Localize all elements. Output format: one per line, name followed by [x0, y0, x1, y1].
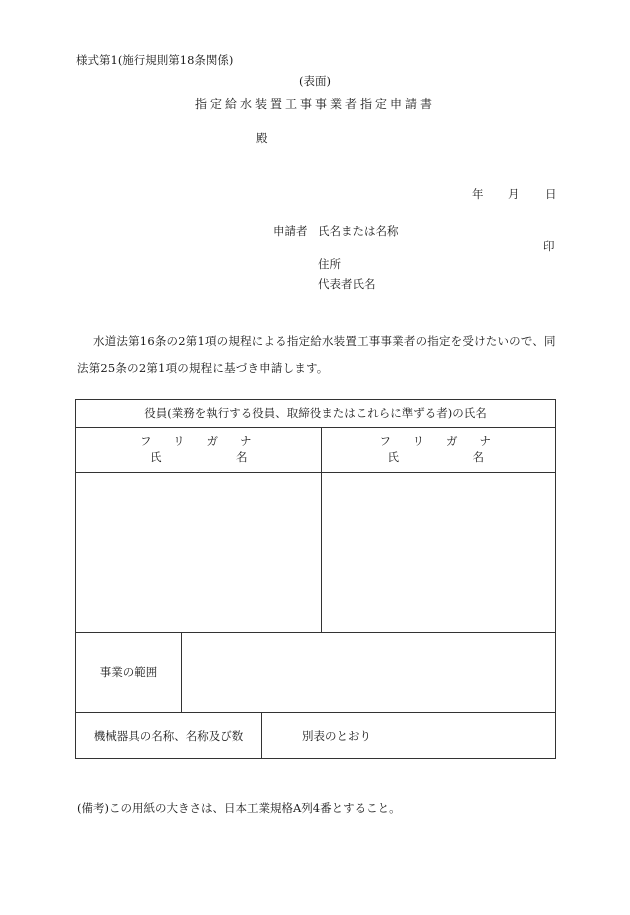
applicant-label: 申請者 [273, 224, 308, 238]
side-label: (表面) [299, 74, 331, 88]
left-officer-name-field[interactable] [76, 472, 321, 632]
business-scope-label: 事業の範囲 [99, 665, 158, 679]
right-name-first: 氏 [387, 450, 399, 464]
right-name-last: 名 [472, 450, 484, 464]
left-furigana-label: フリガナ [140, 434, 274, 448]
applicant-name-label: 氏名または名称 [318, 224, 399, 238]
application-statement: 水道法第16条の2第1項の規程による指定給水装置工事事業者の指定を受けたいので、同法第25条の2第1項の規程に基づき申請します。 [77, 334, 556, 375]
right-name-header [316, 449, 556, 465]
equipment-divider [261, 712, 262, 759]
table-divider [76, 427, 555, 428]
applicant-address-label: 住所 [318, 257, 341, 271]
date-month-label: 月 [508, 187, 520, 201]
business-scope-field[interactable] [182, 632, 555, 712]
date-year-label: 年 [472, 187, 484, 201]
remarks-note: (備考)この用紙の大きさは、日本工業規格A列4番とすること。 [77, 801, 401, 815]
left-name-header [76, 449, 316, 465]
document-title: 指定給水装置工事事業者指定申請書 [194, 97, 435, 111]
form-number: 様式第1(施行規則第18条関係) [76, 53, 234, 67]
equipment-value: 別表のとおり [302, 729, 371, 743]
left-name-first: 氏 [150, 450, 162, 464]
left-name-last: 名 [236, 450, 248, 464]
right-furigana-label: フリガナ [379, 434, 513, 448]
date-day-label: 日 [545, 187, 557, 201]
applicant-representative-label: 代表者氏名 [318, 277, 376, 291]
officers-header: 役員(業務を執行する役員、取締役またはこれらに準ずる者)の氏名 [144, 406, 487, 420]
equipment-label: 機械器具の名称、名称及び数 [93, 729, 244, 743]
right-officer-name-field[interactable] [322, 472, 555, 632]
seal-mark: 印 [543, 239, 555, 253]
date-row [472, 186, 560, 202]
application-form-table [75, 399, 556, 759]
addressee-suffix: 殿 [256, 131, 268, 145]
